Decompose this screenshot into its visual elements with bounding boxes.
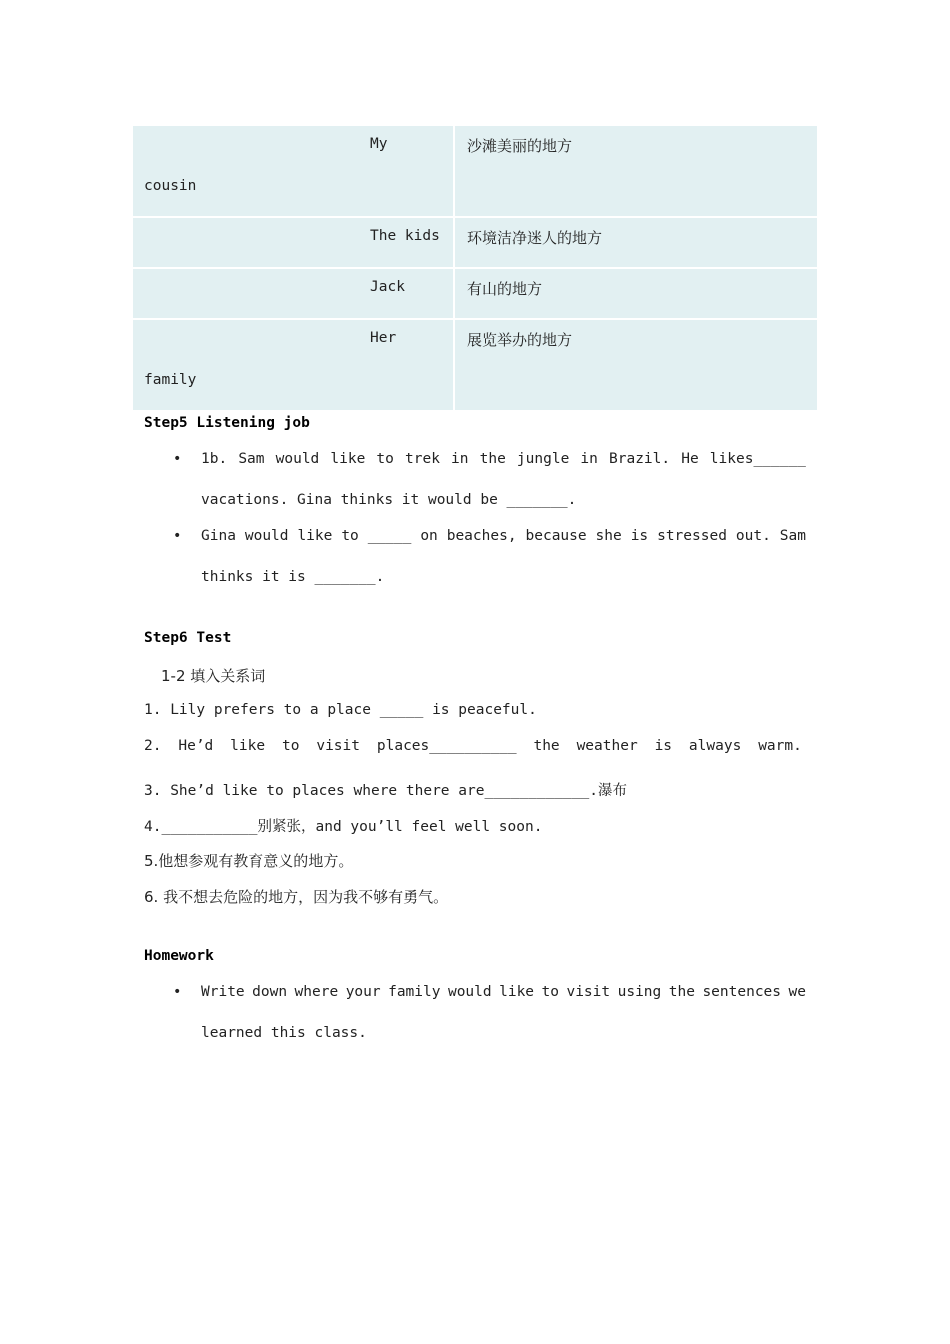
place-description: 展览举办的地方 bbox=[467, 331, 573, 349]
word: the bbox=[668, 984, 695, 1000]
word: Sam bbox=[238, 451, 265, 467]
listening-item-1-line1 bbox=[201, 451, 806, 467]
person-name-line1: My bbox=[370, 136, 388, 152]
word: 1b. bbox=[201, 451, 228, 467]
word: using bbox=[617, 984, 662, 1000]
word: _____ bbox=[367, 528, 412, 544]
bullet-glyph: • bbox=[173, 451, 182, 467]
bullet-glyph: • bbox=[173, 528, 182, 544]
person-name-line2: family bbox=[144, 372, 197, 388]
word: family bbox=[388, 984, 441, 1000]
word: down bbox=[252, 984, 288, 1000]
table-cell-person bbox=[133, 126, 453, 216]
listening-item-2-line1 bbox=[201, 528, 806, 544]
word: warm. bbox=[758, 738, 802, 754]
places-table bbox=[133, 126, 817, 410]
listening-item-2-line2: thinks it is _______. bbox=[201, 569, 385, 585]
person-name-line2: cousin bbox=[144, 178, 197, 194]
table-cell-person bbox=[133, 320, 453, 410]
word: is bbox=[630, 528, 649, 544]
word: the bbox=[479, 451, 506, 467]
word: Write bbox=[201, 984, 245, 1000]
word: on bbox=[420, 528, 438, 544]
word: she bbox=[595, 528, 622, 544]
table-row bbox=[133, 218, 817, 269]
table-cell-person bbox=[133, 269, 453, 318]
word: would bbox=[275, 451, 320, 467]
listening-item-1-line2: vacations. Gina thinks it would be _______. bbox=[201, 492, 577, 508]
word: weather bbox=[576, 738, 638, 754]
word: out. bbox=[735, 528, 771, 544]
word: is bbox=[654, 738, 673, 754]
word: your bbox=[345, 984, 381, 1000]
word: the bbox=[533, 738, 560, 754]
table-cell-place bbox=[455, 126, 817, 216]
word: jungle bbox=[516, 451, 570, 467]
place-description: 沙滩美丽的地方 bbox=[467, 137, 573, 155]
word: trek bbox=[405, 451, 440, 467]
person-name-line1: Jack bbox=[370, 279, 405, 295]
word: in bbox=[580, 451, 598, 467]
word: visit bbox=[316, 738, 360, 754]
word: we bbox=[788, 984, 806, 1000]
table-cell-place bbox=[455, 218, 817, 267]
word: He bbox=[681, 451, 699, 467]
person-name-line1: The kids bbox=[370, 228, 440, 244]
table-row bbox=[133, 320, 817, 410]
bullet-glyph: • bbox=[173, 984, 182, 1000]
person-name-line1: Her bbox=[370, 330, 397, 346]
test-question-1: 1. Lily prefers to a place _____ is peaceful. bbox=[144, 702, 537, 718]
homework-heading: Homework bbox=[144, 948, 214, 964]
word: where bbox=[294, 984, 339, 1000]
word: like bbox=[297, 528, 333, 544]
word: in bbox=[451, 451, 469, 467]
test-question-6: 6. 我不想去危险的地方，因为我不够有勇气。 bbox=[144, 888, 449, 906]
table-row bbox=[133, 126, 817, 218]
table-cell-place bbox=[455, 269, 817, 318]
word: likes______ bbox=[709, 451, 806, 467]
homework-item-line2: learned this class. bbox=[201, 1025, 367, 1041]
homework-item-line1 bbox=[201, 984, 806, 1000]
word: like bbox=[230, 738, 266, 754]
word: to bbox=[281, 738, 300, 754]
word: like bbox=[330, 451, 366, 467]
word: would bbox=[244, 528, 289, 544]
word: sentences bbox=[702, 984, 782, 1000]
word: like bbox=[499, 984, 535, 1000]
word: because bbox=[525, 528, 587, 544]
test-question-4: 4.___________别紧张，and you’ll feel well soon. bbox=[144, 819, 543, 835]
step6-subheading: 1-2 填入关系词 bbox=[161, 667, 266, 685]
place-description: 环境洁净迷人的地方 bbox=[467, 229, 603, 247]
test-question-2 bbox=[144, 738, 802, 754]
word: to bbox=[376, 451, 394, 467]
word: Sam bbox=[779, 528, 806, 544]
word: beaches, bbox=[446, 528, 517, 544]
word: He’d bbox=[178, 738, 214, 754]
word: would bbox=[447, 984, 492, 1000]
word: 2. bbox=[144, 738, 162, 754]
word: Gina bbox=[201, 528, 236, 544]
test-question-5: 5.他想参观有教育意义的地方。 bbox=[144, 852, 354, 870]
word: to bbox=[541, 984, 559, 1000]
table-row bbox=[133, 269, 817, 320]
step6-heading: Step6 Test bbox=[144, 630, 232, 646]
step5-heading: Step5 Listening job bbox=[144, 415, 310, 431]
table-cell-person bbox=[133, 218, 453, 267]
word: stressed bbox=[657, 528, 727, 544]
word: places__________ bbox=[376, 738, 517, 754]
word: Brazil. bbox=[609, 451, 671, 467]
word: always bbox=[688, 738, 742, 754]
place-description: 有山的地方 bbox=[467, 280, 543, 298]
word: visit bbox=[566, 984, 611, 1000]
word: to bbox=[341, 528, 359, 544]
table-cell-place bbox=[455, 320, 817, 410]
test-question-3: 3. She’d like to places where there are____________.瀑布 bbox=[144, 783, 627, 799]
